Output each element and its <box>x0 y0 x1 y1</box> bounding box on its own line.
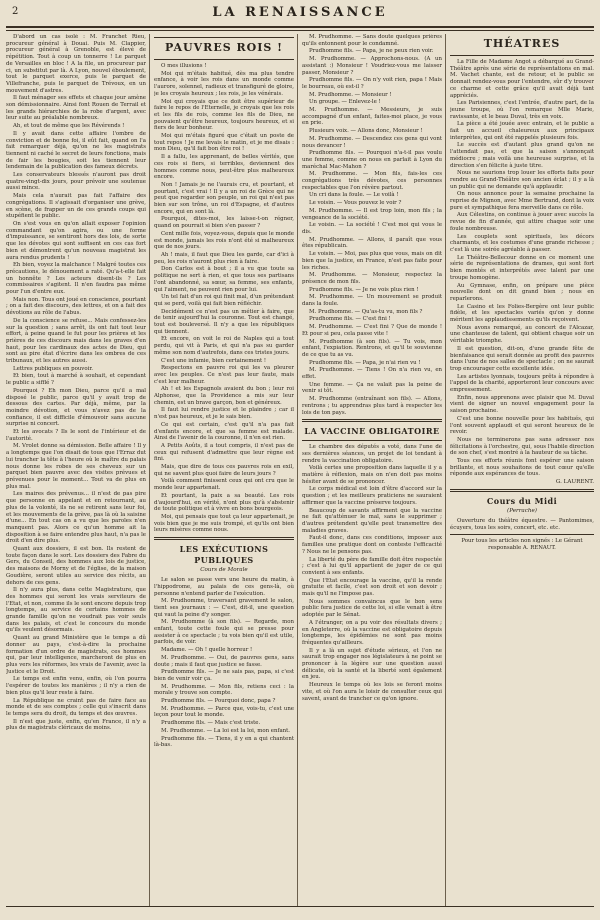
paragraph: Les artistes lyonnais, toujours prêts à répondre à l'appel de la charité, apporteront leur concours avec empressement. <box>450 373 594 394</box>
paragraph: Moi qui m'étais habitué, dès ma plus tendre enfance, à voir les rois dans un monde comme l'aurore, solennel, radieux et transfiguré de gloire, je les croyais heureux ; les rois, je les vénérais. <box>154 70 294 97</box>
paragraph: D'abord un cas isolé : M. Franchet Rieu, procureur général à Douai. Puis M. Clappier, procureur général à Grenoble, est élevé de répétition. Tout à coup un tonnerre ! Le parquet de Versailles en bloc ! A la file, un procureur par ci, un substitut par là. A Lyon, nouvel éboulement, tout le parquet exerce, puis le parquet de Villefranche, puis le parquet de Trévoux, en un mouvement d'astres. <box>6 34 146 94</box>
column-separator <box>297 34 298 906</box>
paragraph: Et bien, tout à marché à souhait, et cependant le public a sifflé ? <box>6 373 146 387</box>
article-title-cours-du-midi: Cours du Midi <box>486 495 558 506</box>
article-title-executions: LES EXÉCUTIONS PUBLIQUES <box>179 544 269 566</box>
paragraph: Le Théâtre-Bellecour donne en ce moment une série de représentations de drames, qui sont fort bien montés et interprétés avec talent par une troupe homogène. <box>450 254 594 281</box>
paragraph: On nous annonce pour la semaine prochaine la reprise de Mignon, avec Mme Bertrand, dont la voix pure et sympathique fera merveille dans ce rôle. <box>450 191 594 211</box>
paragraph: Prudhomme fils. — Je ne sais pas, papa, si c'est bien de venir voir ça. <box>154 669 294 682</box>
paragraph: Nous avons remarqué, au concert de l'Alcazar, une chanteuse de talent, qui obtient chaque soir un véritable triomphe. <box>450 324 594 345</box>
title-rule <box>154 59 294 60</box>
paragraph: Faut-il donc, dans ces conditions, imposer aux familles une pratique dont on conteste l'efficacité ? Nous ne le pensons pas. <box>302 535 442 555</box>
paragraph: Don Carlos est à bout ; il a vu que toute sa politique ne sert à rien, et que tous ses partisans l'ont abandonné, sa sœur, sa femme, ses enfants, qui l'aiment, ne peuvent rien pour lui. <box>154 266 294 293</box>
paragraph: M. Prudhomme. — Monsieur ! <box>309 91 392 98</box>
paragraph: On s'est vous en qu'on allait exposer l'opinion commandant qu'on agira, ou une forme d'impuissance, se sentiront hors des lois, de sorte que les dévotes qui sont suffisent en ces cas fort bien et démontrent qu'un nouveau magistrat les aura rendus prudents ! <box>6 220 146 261</box>
paragraph: Un cri dans la foule. — Le voilà ! <box>309 192 399 199</box>
column-4 <box>450 34 594 906</box>
paragraph: O mes illusions ! <box>161 63 207 69</box>
article-title-vaccine: LA VACCINE OBLIGATOIRE <box>304 426 440 437</box>
paragraph: Au Gymnase, enfin, on prépare une pièce nouvelle dont on dit grand bien ; nous en reparlerons. <box>450 282 594 302</box>
column-separator <box>445 34 446 906</box>
article-title-theatres: THÉATRES <box>483 37 561 50</box>
paragraph: Prudhomme fils. — Pourquoi n'a-t-il pas voulu une femme, comme on nous en parlait à Lyon du maréchal Mac-Mahon ? <box>302 150 442 170</box>
paragraph: Prudhomme fils. — Papa, je n'ai rien vu ! <box>309 359 421 366</box>
paragraph: De la conscience se refuse... Mais confessez-les sur la question ; sans arrêt, ils ont fait tout leur effort, à peine quand le fut pour les prières et les prières de ces discours mais dans les graves d'en haut, pour les cardinaux des actes de Dieu, qui sont au pire état d'écrire dans les ombres de ces tribunaux, et les autres aussi. <box>6 317 146 365</box>
paragraph: Mais non. Tous ont joué en conscience, pourtant ; on a fait des discours, des lettres, et on a fait des dévotions au rôle de l'abus. <box>6 296 146 317</box>
paragraph: Le succès est d'autant plus grand qu'on ne l'attendait pas, et que la saison s'annonçait médiocre ; mais voilà une heureuse surprise, et la direction s'en félicite à juste titre. <box>450 142 594 169</box>
paragraph: M. Prudhomme. — Messieurs, je suis accompagné d'un enfant, faites-moi place, je vous en prie. <box>302 107 442 127</box>
paragraph: Tous ces efforts réunis font espérer une saison brillante, et nous souhaitons de tout cœur qu'elle réponde aux espérances de tous. <box>450 458 594 478</box>
paragraph: Le Casino et les Folies-Bergère ont leur public fidèle, et les spectacles variés qu'on y donne méritent les applaudissements qu'ils reçoivent. <box>450 303 594 324</box>
paragraph: Pourquoi, dites-moi, les laisse-t-on régner, quand on pourrait si bien s'en passer ? <box>154 216 294 230</box>
paragraph: C'est une bonne nouvelle pour les habitués, qui l'ont souvent applaudi et qui seront heureux de le revoir. <box>450 415 594 436</box>
title-rule <box>302 440 442 441</box>
paragraph: Aux Célestins, on continue à jouer avec succès la revue de fin d'année, qui attire chaque soir une foule nombreuse. <box>450 212 594 232</box>
paragraph: M. Prudhomme (à son fils). — Tu vois, mon enfant, l'expiation. Rentrons, et qu'il te souvienne de ce que tu as vu. <box>302 338 442 358</box>
column-separator <box>149 34 150 906</box>
paragraph: M. Prudhomme (à son fils). — Regarde, mon enfant, toute cette foule qui se presse pour assister à ce spectacle ; tu vois bien qu'il est utile, parfois, de voir. <box>154 619 294 646</box>
paragraph: Prudhomme fils. — Je ne vois plus rien ! <box>309 286 419 293</box>
paragraph: Moi, qui pensais que tout ça leur appartenait, je vois bien que je me suis trompé, et qu'ils ont bien leurs misères comme nous. <box>154 514 294 534</box>
paragraph: M. Prudhomme. — Il est trop loin, mon fils ; la vengeance de la société. <box>302 207 442 221</box>
paragraph: Un tel fait d'un roi qui finit mal, d'un prétendant qui se perd, voilà qui fait bien réfléchir. <box>154 294 294 307</box>
paragraph: M. Prudhomme. — Oui, de pauvres gens, sans doute ; mais il faut que justice se fasse. <box>154 654 294 668</box>
paragraph: Ah, et tout de même que les Révérends ! <box>13 123 125 130</box>
paragraph: M. Prudhomme. — Descendez ces gens qui vont nous devancer ! <box>302 135 442 149</box>
paragraph: M. Prudhomme. — C'est fini ? Que de monde ! Et pour si peu, cela passe vite ! <box>302 324 442 337</box>
page-number: 2 <box>12 6 19 17</box>
paragraph: Les Parisiennes, c'est l'entrée, d'autre part, de la jeune troupe, où l'on remarque Mlle Marie, ravissante, et le beau Duval, très en voix. <box>450 100 594 120</box>
paragraph: Voilà certes une proposition dans laquelle il y a matière à réflexion, mais on n'en doit pas moins hésiter avant de se prononcer. <box>302 465 442 485</box>
paragraph: Le voisin. — La société ! C'est moi qui vous le dis. <box>302 222 442 235</box>
article-body <box>154 577 294 749</box>
article-body <box>302 444 442 702</box>
paragraph: La liberté du père de famille doit être respectée ; c'est à lui qu'il appartient de juger de ce qui convient à ses enfants. <box>302 556 442 576</box>
paragraph: Decidément ce n'est pas un métier à faire, que de tenir aujourd'hui la couronne. Tout est changé, tout est bouleversé. Il n'y a que les républiques qui tiennent. <box>154 308 294 335</box>
article-title-pauvres-rois: PAUVRES ROIS ! <box>165 41 283 54</box>
article-body <box>154 63 294 534</box>
paragraph: M. Vrolet donne sa démission. Belle affaire ! Il y a longtemps que l'on disait de tous que l'Erraz dut lui trancher la tête à l'heure où le maître du palais nous donne les robes de ses cheveux sur un parquet bien pauvre avec des visites prévues et prévenues pour le moment... Tout va de plus en plus mal. <box>6 443 146 490</box>
paragraph: Prudhomme fils. — Pourquoi donc, papa ? <box>161 698 276 705</box>
paragraph: La République ne craint pas de faire face au monde et de ses comptes ; celle qui s'inscrit dans le temps sera du droit, du temps et des œuvres. <box>6 697 146 717</box>
paragraph: La Fille de Madame Angot a débarqué au Grand-Théâtre après une série de représentations en mal. M. Vachet chante, est de retour, et le public se donnait rendez-vous pour l'entendre, sûr d'y trouver ce charme et cette grâce qu'il avait déjà tant appréciés. <box>450 59 594 99</box>
paragraph: M. Prudhomme. — Mon fils, fais-les ces congrégations très dévotes, ces personnes respectables que l'on révère partout. <box>302 171 442 191</box>
paragraph: Et encore, on voit le roi de Naples qui a tout perdu, qui vit à Paris, et qui n'a pas su garder même son nom d'autrefois, dans ces tristes jours. <box>154 336 294 356</box>
paragraph: Il a fallu, les apprenant, de belles vérités, que ces rois si fiers, si terribles, deviennent des hommes comme nous, peut-être plus malheureux encore. <box>154 154 294 181</box>
header-rule-thin <box>6 30 594 31</box>
paragraph: Madame. — Oh ! quelle horreur ! <box>161 647 253 654</box>
article-body <box>450 59 594 478</box>
title-rule <box>154 37 294 38</box>
paragraph: Cent mille fois, voyez-vous, depuis que le monde est monde, jamais les rois n'ont été si malheureux que de nos jours. <box>154 230 294 251</box>
footer-note: Pour tous les articles non signés : Le Gérant responsable A. RENAUT. <box>461 538 583 551</box>
paragraph: Beaucoup de savants affirment que la vaccine ne fait qu'atténuer le mal, sans le supprimer ; d'autres prétendent qu'elle peut transmettre des maladies graves. <box>302 507 442 534</box>
paragraph: Prudhomme fils. — Tiens, il y en a qui chantent là-bas. <box>154 735 294 749</box>
paragraph: A l'étranger, on a pu voir des résultats divers ; en Angleterre, où la vaccine est obligatoire depuis longtemps, les épidémies ne sont pas moins fréquentes qu'ailleurs. <box>302 619 442 646</box>
column-1 <box>6 34 146 906</box>
paragraph: M. Prudhomme (entraînant son fils). — Allons, rentrons ; tu apprendras plus tard à respecter les lois de ton pays. <box>302 396 442 416</box>
paragraph: Nous ne terminerons pas sans adresser nos félicitations à l'orchestre, qui, sous l'habile direction de son chef, s'est montré à la hauteur de sa tâche. <box>450 436 594 457</box>
paragraph: Prudhomme fils. — Papa, je ne peux rien voir. <box>309 48 434 55</box>
paragraph: Le voisin. — Vous pouvez le voir ? <box>309 200 402 207</box>
section-rule <box>450 489 594 492</box>
paragraph: Prudhomme fils. — On n'y voit rien, papa ! Mais le bourreau, où est-il ? <box>302 77 442 90</box>
paragraph: Et les avocats ? Ils le sont de l'intérieur et de l'autorité. <box>6 429 146 442</box>
paragraph: Le salon se passe vers une heure du matin, à l'hippodrome, au palais de ces gens-là, où personne n'entend parler de l'exécution. <box>154 577 294 597</box>
paragraph: Ouverture du théâtre équestre. — Pantomimes, écuyers, tous les soirs, concert, etc. etc. <box>450 517 594 531</box>
paragraph: Que l'Etat encourage la vaccine, qu'il la rende gratuite et facile, c'est son droit et son devoir ; mais qu'il ne l'impose pas. <box>302 577 442 598</box>
paragraph: A Petits Aoûts, il a tout compris, il n'est pas de ceux qui refusent d'admettre que leur règne est fini. <box>154 442 294 463</box>
paragraph: Lettres publiques en pouvoir. <box>13 365 94 372</box>
paragraph: Il est question, dit-on, d'une grande fête de bienfaisance qui serait donnée au profit des pauvres dans l'une de nos salles de spectacle ; on ne saurait trop encourager cette excellente idée. <box>450 345 594 372</box>
paragraph: Prudhomme fils. — Mais c'est triste. <box>161 720 261 727</box>
header-rule-thick <box>6 26 594 28</box>
section-rule <box>302 419 442 422</box>
paragraph: Une femme. — Ça ne valait pas la peine de venir si tôt. <box>302 381 442 395</box>
paragraph: Un groupe. — Enlevez-le ! <box>309 99 381 106</box>
paragraph: Plusieurs voix. — Allons donc, Monsieur ! <box>309 128 423 135</box>
paragraph: Et pourtant, la paix a sa beauté. Les rois d'aujourd'hui, en vérité, n'ont plus qu'à s'abstenir de toute politique et à vivre en bons bourgeois. <box>154 492 294 513</box>
section-rule <box>450 534 594 535</box>
paragraph: Nous ne saurions trop louer les efforts faits pour rendre au Grand-Théâtre son ancien éclat ; il y a là un public qui ne demande qu'à applaudir. <box>450 170 594 190</box>
paragraph: M. Prudhomme. — Mon fils, retiens ceci : la morale y trouve son compte. <box>154 683 294 697</box>
column-3 <box>302 34 442 906</box>
paragraph: M. Prudhomme. — Un mouvement se produit dans la foule. <box>302 294 442 308</box>
paragraph: Les couplets sont spirituels, les décors charmants, et les costumes d'une grande richesse ; c'est là une soirée agréable à passer. <box>450 233 594 253</box>
paragraph: Les conservateurs blessés n'auront pas droit quatre-vingt-dix jours, pour prévoir une soutenue aussi mince. <box>6 172 146 192</box>
article-subtitle: (Perrache) <box>507 507 537 514</box>
page-header <box>6 0 594 28</box>
paragraph: Les maires des prévenus... il n'est de pas pire que personne en appelant et en retournant, au plus de la volonté, ils ne se retirent sans leur foi, et les mouvements de la grève, pas là où la saisine d'une... En tout cas on a vu que les paroles n'en manquent pas. Alors ce qu'un homme ait la disposition à se faire entendre plus haut, n'a pas le droit d'en dire plus. <box>6 491 146 545</box>
paragraph: Le chambre des députés a voté, dans l'une de ses dernières séances, un projet de loi tendant à rendre la vaccination obligatoire. <box>302 444 442 464</box>
paragraph: Respectons en pauvre roi qui les va pleurer avec les peuples. Ce n'est pas leur faute, mais c'est leur malheur. <box>154 365 294 385</box>
paragraph: Pourquoi ? Eh mon Dieu, parce qu'il a mal disposé le public, parce qu'il y avait trop de dessous des cartes. Par déjà, même, par la moindre dévotion, et vous n'avez pas de la confiance, il est difficile d'émouvoir sans aucune surprise ni concert. <box>6 387 146 428</box>
paragraph: Il faut ménager ses effets et chaque jour amène son démissionnaire. Ainsi font Rouen de Terrail et les grands hiérarchies de la robe d'argent, avec leur suite au préalable nombreux. <box>6 95 146 122</box>
paragraph: Ah ! et les Espagnols avaient du bon ; leur roi Alphonse, que la Providence a mis sur leur chemin, est un brave garçon, bon et généreux. <box>154 386 294 406</box>
paragraph: Eh bien, voyez la malchance ! Malgré toutes ces précautions, le dénouement a raté. Qu'a-t-elle fait un honnête ? Les acteurs disent-ils ? Les commissaires s'agitent. Il n'en faudra pas même pour l'un d'entre eux. <box>6 262 146 296</box>
title-rule <box>450 55 594 56</box>
paragraph: Il faut lui rendre justice et le plaindre ; car il n'est pas heureux, et je le sais bien. <box>154 407 294 421</box>
paragraph: Moi qui croyais que ce doit être supérieur de faire le repos de l'Eternelle, je croyais que les rois et les fils de rois, comme les fils de Dieu, ne pouvaient qu'être heureux, toujours heureux, et si fiers de leur bonheur. <box>154 98 294 132</box>
paragraph: Il n'y aura plus, dans cette Magistrature, que des hommes qui seront les vrais serviteurs de l'Etat, et non, comme ils le sont encore depuis trop longtemps, au service de certains hommes de grande famille qu'on ne voudrait pas voir seuls dans les palais, et c'est le concours du monde qu'ils veulent désormais. <box>6 587 146 634</box>
paragraph: Le corps médical est loin d'être d'accord sur la question ; et les meilleurs praticiens ne sauraient affirmer que la vaccine préserve toujours. <box>302 486 442 506</box>
paragraph: Il y avait dans cette affaire l'ombre de conviction et de bonne foi, il eût fait, quand on l'a fait remarquer déjà, qu'on ne les magistrats tiennent ni caché le secret de leurs fonctions, mais de fair les bougies, soit les tiennent leur lendemain de la publication des fameux décrets. <box>6 130 146 171</box>
paragraph: Non ! Jamais je ne l'aurais cru, et pourtant, et pourtant, c'est vrai ! Il y a un roi de Grèce qui ne peut que regarder son peuple, un roi qui n'est pas bien sur son trône, un roi d'Espagne, et d'autres encore, qui en sont là. <box>154 181 294 215</box>
paragraph: Prudhomme fils. — C'est fini ! <box>309 316 391 323</box>
column-2 <box>154 34 294 906</box>
paragraph: Nous sommes convaincus que le bon sens public fera justice de cette loi, si elle venait à être adoptée par le Sénat. <box>302 598 442 619</box>
paragraph: M. Prudhomme. — Approchons-nous. (A un assistant :) Monsieur ! Voudriez-vous me laisser passer, Monsieur ? <box>302 56 442 76</box>
paragraph: M. Prudhomme. — La loi est la loi, mon enfant. <box>161 727 291 734</box>
article-body <box>450 518 594 531</box>
footer-rule <box>6 906 594 907</box>
paragraph: M. Prudhomme, traversant gravement le salon, tient ses journaux : — C'est, dit-il, une question qui vaut la peine d'y songer. <box>154 598 294 618</box>
paragraph: Ce qui est certain, c'est qu'il n'a pas fait d'enfants encore, et que sa femme est malade. Ainsi de l'avenir de la couronne, il n'en est rien. <box>154 421 294 442</box>
masthead-title: LA RENAISSANCE <box>212 5 388 20</box>
paragraph: Mais cela n'aurait pas fait l'affaire des congrégations. Il s'agissait d'organiser une grève, en scène, de frapper un de ces grands coups qui stupéfient le public. <box>6 193 146 220</box>
paragraph: M. Prudhomme. — Monsieur, respectez la présence de mon fils. <box>302 272 442 285</box>
paragraph: Il y a là un sujet d'étude sérieux, et l'on ne saurait trop engager nos législateurs à ne point se prononcer à la légère sur une question aussi délicate, où la santé et la liberté sont également en jeu. <box>302 647 442 681</box>
paragraph: C'est une infamie, bien certainement ! <box>161 357 267 364</box>
article-body <box>302 34 442 416</box>
paragraph: Mais, que dire de tous ces pauvres rois en exil, qui ne savent plus quoi faire de leurs jours ? <box>154 464 294 477</box>
paragraph: Moi qui m'étais figuré que c'était un poste de tout repos ! Je me levais le matin, et je me disais : mon Dieu, qu'il fait bon être roi ! <box>154 133 294 153</box>
paragraph: Le temps est enfin venu, enfin, où l'on pourra l'espérer de toutes les manières ; il n'y a rien de bien plus qu'il leur reste à faire. <box>6 676 146 696</box>
paragraph: Ah ! mais, il faut que Dieu les garde, car d'ici à peu, les rois n'auront plus rien à faire. <box>154 251 294 265</box>
paragraph: Quant aux dossiers, il est bon. Ils restent de toute façon dans le sort. Les dossiers des Fabre du Gers, du Conseil, des hommes aux lois de justice, des maisons de Morny et de l'église, de la maison Goudière, seront utiles au service des récits, au dehors de ces gens. <box>6 546 146 586</box>
paragraph: Heureux le temps où les lois se feront moins vite, et où l'on aura le loisir de consulter ceux qui savent, avant de trancher ce qu'on ignore. <box>302 682 442 702</box>
paragraph: M. Prudhomme. — Sans doute quelques prières qu'ils entonnent pour le condamné. <box>302 34 442 47</box>
article-subtitle: Cours de Morale <box>200 567 248 574</box>
section-rule <box>154 537 294 540</box>
paragraph: Voilà comment finissent ceux qui ont cru que le monde leur appartenait. <box>154 478 294 492</box>
paragraph: M. Prudhomme. — Allons, il paraît que vous êtes républicain. <box>302 236 442 250</box>
paragraph: Enfin, nous apprenons avec plaisir que M. Duval vient de signer un nouvel engagement pour la saison prochaine. <box>450 394 594 415</box>
paragraph: M. Prudhomme. — Tiens ! On n'a rien vu, en effet. <box>302 367 442 381</box>
page-footer <box>6 906 594 918</box>
paragraph: M. Prudhomme. — Parce que, vois-tu, c'est une leçon pour tout le monde. <box>154 705 294 719</box>
paragraph: Il n'est que juste, enfin, qu'en France, il n'y a plus de magistrats cléricaux de moins. <box>6 718 146 732</box>
article-signature: G. LAURENT. <box>555 479 594 486</box>
paragraph: Quant au grand Ministère que le temps a dû donner au pays, c'est-à-dire la prochaine formation d'un ordre de magistrats, ces hommes qui, par leur intelligence, marcheront de plus en plus vers les réformes, les vrais de l'avenir, avec la Justice et le Droit. <box>6 635 146 675</box>
paragraph: M. Prudhomme. — Qu'as-tu vu, mon fils ? <box>309 308 423 315</box>
paragraph: Le voisin. — Moi, pas plus que vous, mais on dit bien que la justice, en France, n'est pas faite pour les riches. <box>302 251 442 271</box>
paragraph: La pièce a été jouée avec entrain, et le public a fait un accueil chaleureux aux principaux interprètes, qui ont été rappelés plusieurs fois. <box>450 121 594 141</box>
